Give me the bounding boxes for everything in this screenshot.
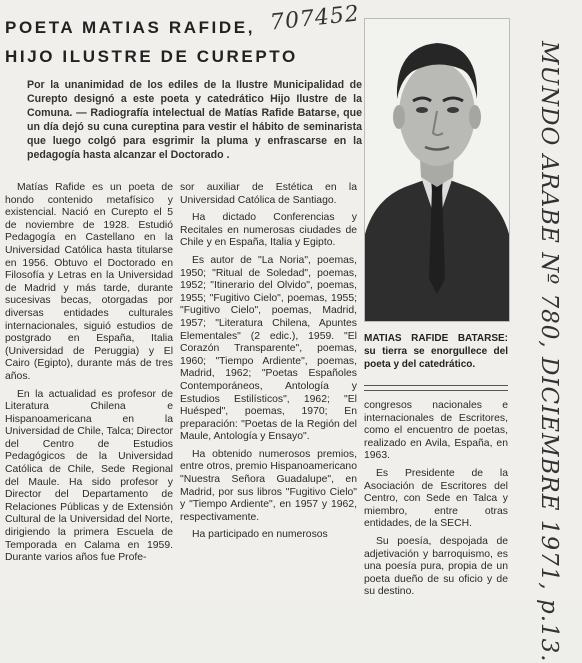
section-divider (364, 385, 508, 391)
photo-caption: MATIAS RAFIDE BATARSE: su tierra se enorgullece del poeta y del catedrático. (364, 333, 508, 370)
column2-paragraph-3: Es autor de "La Noria", poemas, 1950; "Ritual de Soledad", poemas, 1952; "Itinerario del Olvido", poemas, 1955; "Fugitivo Cielo", poemas, 1955; "Fugitivo Cielo", poemas, Madrid, 1957; "Literatura Chilena, Apuntes Elementales" (2 edic.), 1959. "El Corazón Transparente", poemas, 1960; "Tiempo Ardiente", poemas, Madrid, 1962; "Poetas Españoles Contemporáneos, Antología y Estudios Estilísticos", 1962; "El Huésped", poemas, 1970; En preparación: "Poetas de la Región del Maule, Antología y Ensayo". (180, 254, 357, 443)
column1-paragraph-1: Matías Rafide es un poeta de hondo contenido metafísico y existencial. Nació en Curepto el 5 de noviembre de 1928. Estudió Pedagogía en Castellano en la Universidad Católica hasta titularse en 1956. Obtuvo el Doctorado en Filosofía y Letras en la Universidad de Madrid y más tarde, durante sucesivas becas, otorgadas por diversas entidades culturales internacionales, siguió estudios de postgrado en España, Italia (Universidad de Peruggia) y El Cairo (Egipto), durante más de tres años. (5, 182, 173, 382)
headline-line-1: POETA MATIAS RAFIDE, (5, 18, 256, 37)
column2-paragraph-5: Ha participado en numerosos (192, 529, 328, 541)
handwritten-catalog-number: 707452 (268, 1, 362, 36)
portrait-photo (364, 18, 510, 322)
lead-paragraph: Por la unanimidad de los ediles de la Ilustre Municipalidad de Curepto designó a este poeta y catedrático Hijo Ilustre de la Comuna. — Radiografía intelectual de Matías Rafide Batarse, que un día dejó su cuna cureptina para vestir el hábito de seminarista que luego colgó para esgrimir la pluma y enfrascarse en la pedagogía hasta alcanzar el Doctorado . (27, 79, 362, 161)
portrait-illustration (365, 19, 509, 321)
headline-line-2: HIJO ILUSTRE DE CUREPTO (5, 47, 298, 66)
article-column-2 (180, 182, 357, 547)
column1-paragraph-2: En la actualidad es profesor de Literatura Chilena e Hispanoamericana en la Universidad de Chile, Talca; Director del Centro de Estudios Pedagógicos de la Universidad Católica de Chile, Sede Regional del Maule. Ha sido profesor y Director del Departamento de Relaciones Públicas y de Extensión Cultural de la Universidad del Norte, dirigiendo la primera Escuela de Temporada en Calama en 1959. Durante varios años fue Profe- (5, 388, 173, 564)
handwritten-source-text: MUNDO ARABE Nº 780, DICIEMBRE 1971, p.13. (536, 41, 562, 663)
column3-paragraph-1: congresos nacionales e internacionales de Escritores, como el encuentro de poetas, realizado en Avila, España, en 1963. (364, 400, 508, 462)
article-column-3 (364, 400, 508, 604)
handwritten-source-note (510, 35, 570, 663)
column2-paragraph-4: Ha obtenido numerosos premios, entre otros, premio Hispanoamericano "Nuestra Señora Guadalupe", en Madrid, por sus libros "Fugitivo Cielo" y "Tiempo Ardiente", en 1957 y 1962, respectivamente. (180, 448, 357, 523)
column3-paragraph-3: Su poesía, despojada de adjetivación y barroquismo, es una poesía pura, propia de un poeta dueño de su oficio y de su destino. (364, 535, 508, 598)
column2-paragraph-2: Ha dictado Conferencias y Recitales en numerosas ciudades de Chile y en España, Italia y Egipto. (180, 212, 357, 249)
column2-paragraph-1: sor auxiliar de Estética en la Universidad Católica de Santiago. (180, 182, 357, 206)
article-column-1 (5, 182, 173, 570)
column3-paragraph-2: Es Presidente de la Asociación de Escritores del Centro, con Sede en Talca y miembro, entre otras entidades, de la SECH. (364, 467, 508, 530)
